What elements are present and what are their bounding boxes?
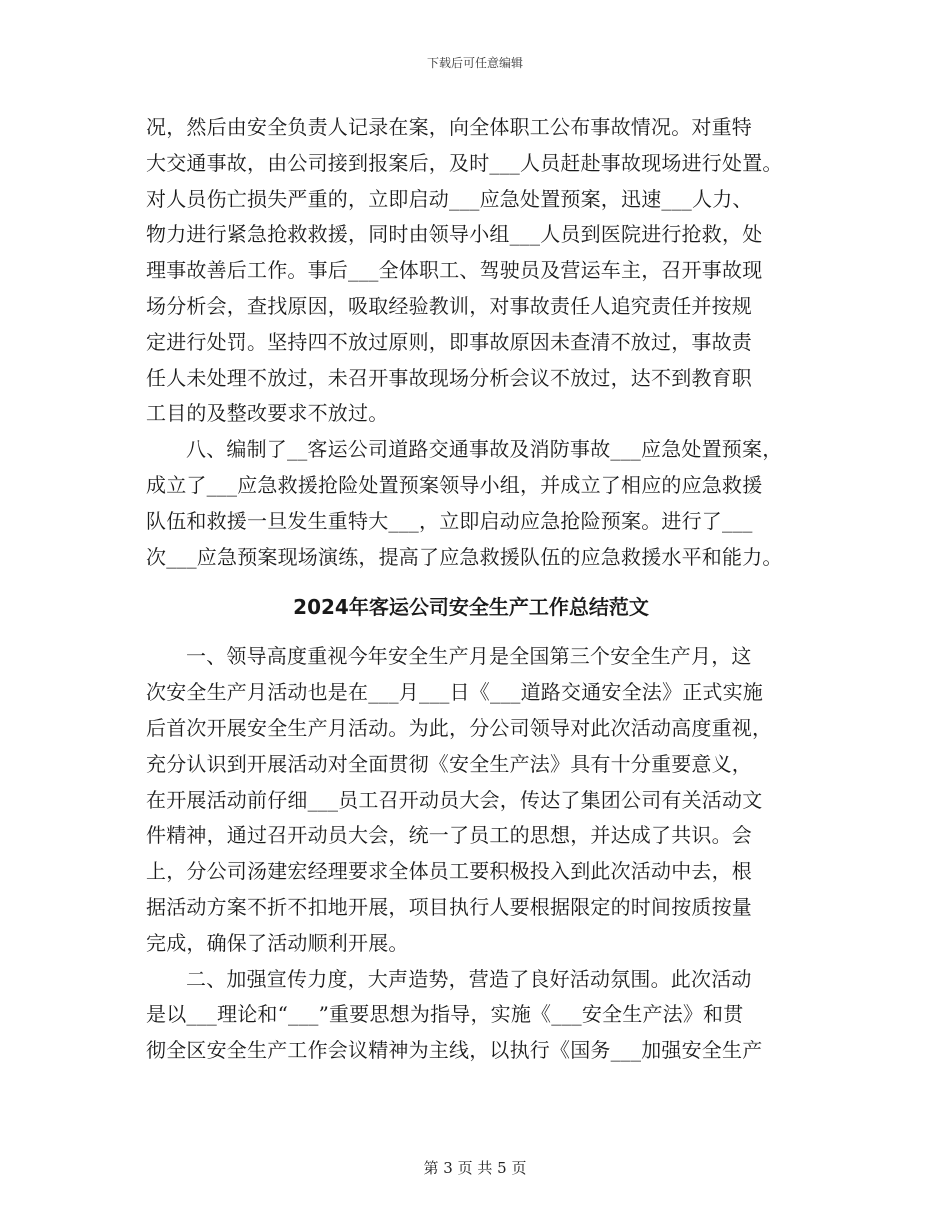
paragraph-one bbox=[146, 639, 816, 961]
text-line: 理事故善后工作。事后___全体职工、驾驶员及营运车主，召开事故现 bbox=[146, 258, 763, 283]
text-line: 大交通事故，由公司接到报案后，及时___人员赶赴事故现场进行处置。 bbox=[146, 150, 783, 175]
text-line: 成立了___应急救援抢险处置预案领导小组，并成立了相应的应急救援 bbox=[146, 472, 763, 497]
text-line: 工目的及整改要求不放过。 bbox=[146, 401, 389, 426]
page-footer: 第 3 页 共 5 页 bbox=[423, 1159, 527, 1177]
text-line: 次安全生产月活动也是在___月___日《___道路交通安全法》正式实施 bbox=[146, 680, 763, 705]
text-line: 一、领导高度重视今年安全生产月是全国第三个安全生产月，这 bbox=[186, 644, 752, 669]
text-line: 况，然后由安全负责人记录在案，向全体职工公布事故情况。对重特 bbox=[146, 115, 752, 139]
text-line: 据活动方案不折不扣地开展，项目执行人要根据限定的时间按质按量 bbox=[146, 894, 752, 919]
document-body bbox=[146, 110, 816, 1069]
text-line: 在开展活动前仔细___员工召开动员大会，传达了集团公司有关活动文 bbox=[146, 787, 763, 812]
text-line: 次___应急预案现场演练，提高了应急救援队伍的应急救援水平和能力。 bbox=[146, 544, 783, 569]
text-line: 定进行处罚。坚持四不放过原则，即事故原因未查清不放过，事故责 bbox=[146, 329, 752, 354]
text-line: 后首次开展安全生产月活动。为此，分公司领导对此次活动高度重视， bbox=[146, 715, 773, 740]
paragraph-continued bbox=[146, 110, 816, 432]
paragraph-eight bbox=[146, 432, 816, 575]
text-line: 对人员伤亡损失严重的，立即启动___应急处置预案，迅速___人力、 bbox=[146, 186, 753, 211]
text-line: 八、编制了__客运公司道路交通事故及消防事故___应急处置预案， bbox=[186, 437, 783, 462]
text-line: 充分认识到开展活动对全面贯彻《安全生产法》具有十分重要意义， bbox=[146, 751, 752, 776]
text-line: 件精神，通过召开动员大会，统一了员工的思想，并达成了共识。会 bbox=[146, 823, 752, 848]
text-line: 场分析会，查找原因，吸取经验教训，对事故责任人追究责任并按规 bbox=[146, 293, 752, 318]
page-header: 下载后可任意编辑 bbox=[426, 56, 523, 70]
text-line: 完成，确保了活动顺利开展。 bbox=[146, 930, 409, 955]
text-line: 物力进行紧急抢救救援，同时由领导小组___人员到医院进行抢救，处 bbox=[146, 222, 763, 247]
text-line: 二、加强宣传力度，大声造势，营造了良好活动氛围。此次活动 bbox=[186, 966, 752, 991]
text-line: 任人未处理不放过，未召开事故现场分析会议不放过，达不到教育职 bbox=[146, 365, 752, 390]
text-line: 彻全区安全生产工作会议精神为主线，以执行《国务___加强安全生产 bbox=[146, 1038, 763, 1063]
text-line: 是以___理论和“___”重要思想为指导，实施《___安全生产法》和贯 bbox=[146, 1002, 744, 1027]
document-title: 2024年客运公司安全生产工作总结范文 bbox=[293, 595, 649, 620]
text-line: 队伍和救援一旦发生重特大___，立即启动应急抢险预案。进行了___ bbox=[146, 508, 753, 533]
paragraph-two bbox=[146, 962, 816, 1069]
text-line: 上，分公司汤建宏经理要求全体员工要积极投入到此次活动中去，根 bbox=[146, 859, 752, 884]
